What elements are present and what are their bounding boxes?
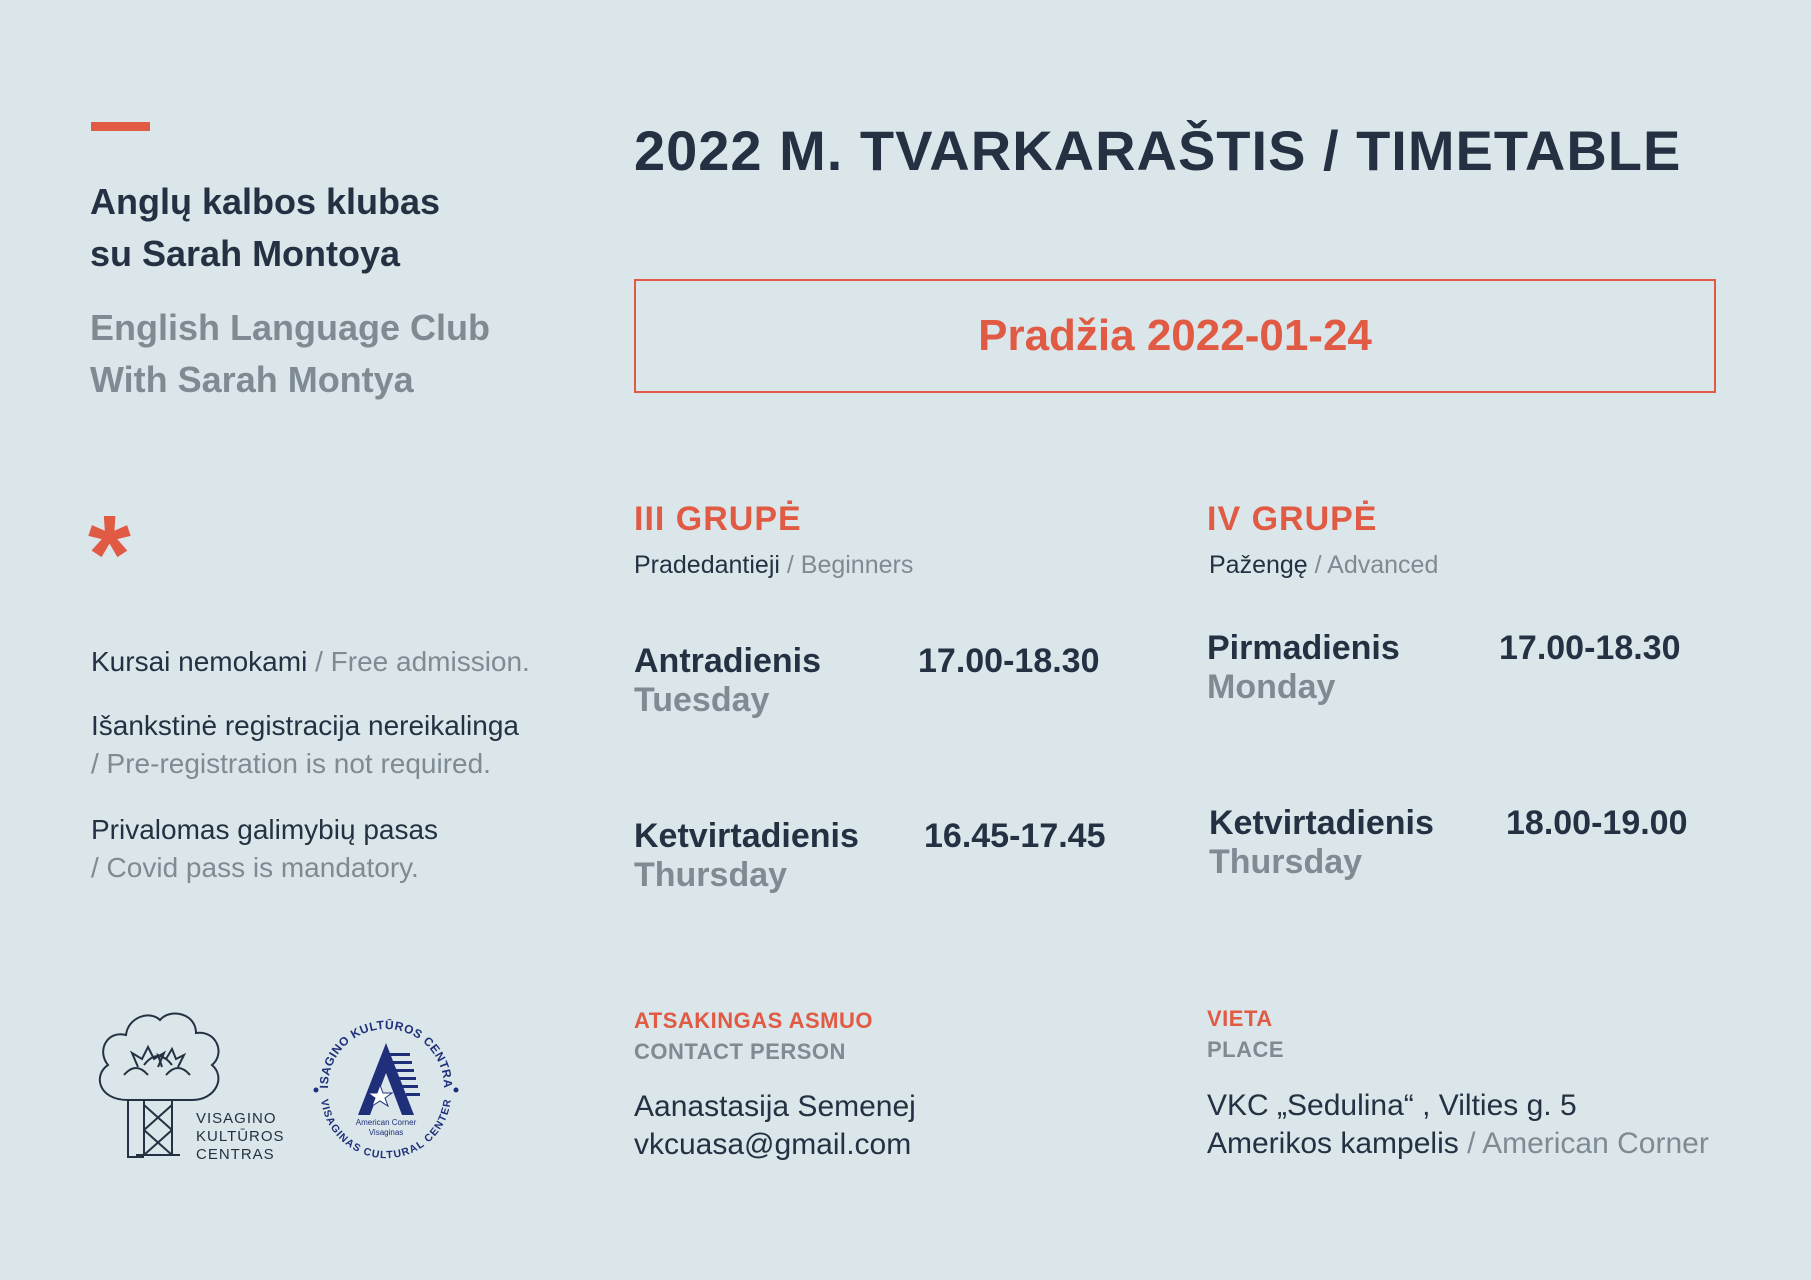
group-4-level: Pažengę / Advanced [1209, 551, 1439, 579]
contact-name: Aanastasija Semenej [634, 1090, 916, 1123]
svg-text:American Corner: American Corner [355, 1118, 417, 1127]
svg-text:VISAGINO KULTŪROS CENTRAS: ISAGINO KULTŪROS CENTRA [316, 1017, 456, 1089]
svg-text:Visaginas: Visaginas [368, 1128, 404, 1137]
contact-label-lt: ATSAKINGAS ASMUO [634, 1008, 873, 1033]
place-label-lt: VIETA [1207, 1006, 1273, 1031]
contact-email[interactable]: vkcuasa@gmail.com [634, 1128, 912, 1161]
group-3-session-1: Antradienis Tuesday [634, 642, 822, 719]
svg-text:VISAGINAS CULTURAL CENTER: VISAGINAS CULTURAL CENTER [318, 1098, 454, 1162]
vkc-logo-text: VISAGINO KULTŪROS CENTRAS [196, 1110, 285, 1163]
group-3-title: III GRUPĖ [634, 500, 802, 538]
accent-bar [91, 122, 150, 131]
note-admission: Kursai nemokami / Free admission. [91, 646, 530, 677]
asterisk-icon: * [88, 493, 131, 616]
seal-icon [306, 1005, 466, 1165]
note-registration: Išankstinė registracija nereikalinga / Pre-registration is not required. [91, 710, 519, 779]
contact-label-en: CONTACT PERSON [634, 1039, 846, 1064]
note-covid: Privalomas galimybių pasas / Covid pass is mandatory. [91, 814, 439, 883]
group-4-time-1: 17.00-18.30 [1499, 629, 1681, 667]
group-4-title: IV GRUPĖ [1207, 500, 1378, 538]
start-date-box [634, 279, 1716, 393]
group-3-time-1: 17.00-18.30 [918, 642, 1100, 680]
club-title-lt: Anglų kalbos klubas su Sarah Montoya [90, 181, 441, 274]
contact-details [634, 1088, 916, 1164]
start-date: Pradžia 2022-01-24 [978, 311, 1372, 360]
group-4-time-2: 18.00-19.00 [1506, 804, 1688, 842]
group-3-session-2: Ketvirtadienis Thursday [634, 817, 859, 894]
place-details [1207, 1087, 1709, 1163]
place-label-en: PLACE [1207, 1037, 1285, 1062]
group-3-time-2: 16.45-17.45 [924, 817, 1106, 855]
club-title-en: English Language Club With Sarah Montya [90, 307, 491, 400]
timetable-title: 2022 M. TVARKARAŠTIS / TIMETABLE [634, 119, 1682, 182]
group-4-session-1: Pirmadienis Monday [1207, 629, 1400, 706]
american-corner-seal [306, 1005, 466, 1165]
place-venue: Amerikos kampelis / American Corner [1207, 1127, 1709, 1160]
place-address: VKC „Sedulina“ , Vilties g. 5 [1207, 1089, 1577, 1122]
group-3-level: Pradedantieji / Beginners [634, 551, 914, 579]
group-4-session-2: Ketvirtadienis Thursday [1209, 804, 1434, 881]
